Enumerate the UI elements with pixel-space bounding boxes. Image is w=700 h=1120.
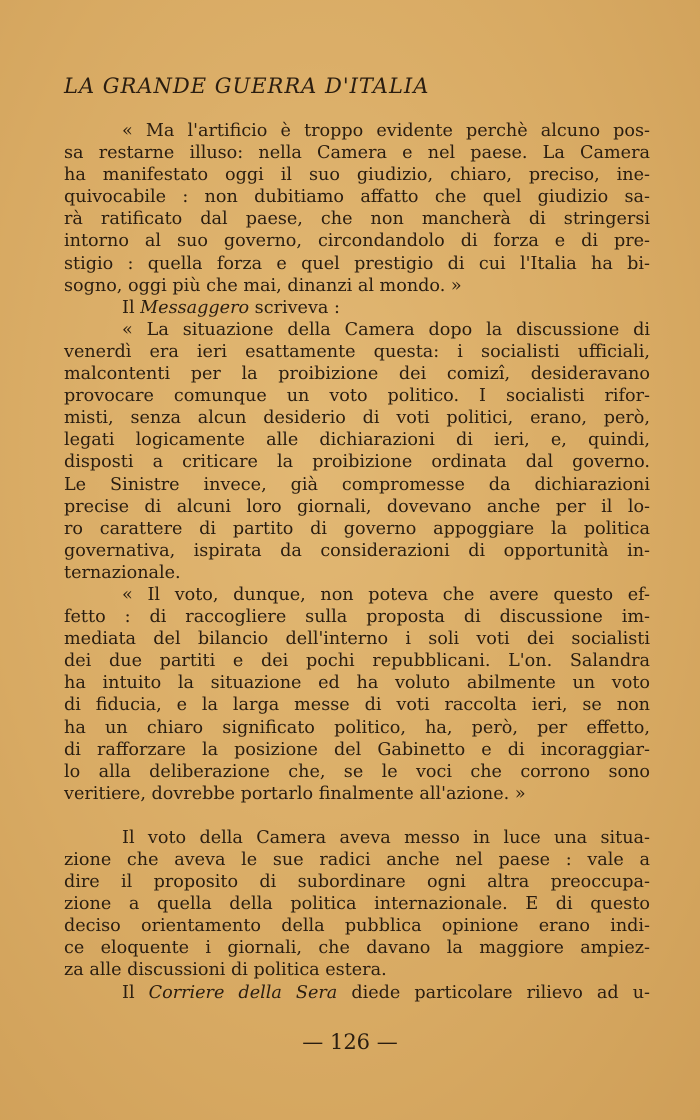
paragraph bbox=[64, 120, 650, 297]
italic-title: Messaggero bbox=[140, 297, 250, 318]
italic-title: Corriere della Sera bbox=[148, 982, 338, 1003]
text-line: disposti a criticare la proibizione ordinata dal governo. bbox=[64, 452, 650, 473]
text-line: ternazionale. bbox=[64, 562, 181, 583]
text-line: precise di alcuni loro giornali, dovevano anche per il lo- bbox=[64, 496, 650, 517]
text-line: malcontenti per la proibizione dei comizî, desideravano bbox=[64, 364, 650, 385]
text-line: mediata del bilancio dell'interno i soli voti dei socialisti bbox=[64, 629, 650, 650]
text-run: Il bbox=[122, 982, 149, 1003]
text-line: governativa, ispirata da considerazioni di opportunità in- bbox=[64, 540, 650, 561]
text-line: ro carattere di partito di governo appoggiare la politica bbox=[64, 518, 650, 539]
text-line: ce eloquente i giornali, che davano la maggiore ampiez- bbox=[64, 938, 650, 959]
page-number: — 126 — bbox=[302, 1030, 398, 1054]
text-line: quivocabile : non dubitiamo affatto che quel giudizio sa- bbox=[64, 187, 650, 208]
text-line: venerdì era ieri esattamente questa: i socialisti ufficiali, bbox=[64, 341, 650, 362]
text-line: zione che aveva le sue radici anche nel paese : vale a bbox=[64, 850, 650, 870]
text-line: dire il proposito di subordinare ogni altra preoccupa- bbox=[64, 872, 650, 893]
text-line: ha manifestato oggi il suo giudizio, chiaro, preciso, ine- bbox=[64, 165, 650, 186]
text-line: misti, senza alcun desiderio di voti politici, erano, però, bbox=[64, 408, 650, 429]
text-line: sa restarne illuso: nella Camera e nel paese. La Camera bbox=[64, 143, 650, 164]
text-line: ha intuito la situazione ed ha voluto abilmente un voto bbox=[64, 673, 650, 694]
text-line: « Il voto, dunque, non poteva che avere questo ef- bbox=[122, 584, 650, 605]
paragraph bbox=[64, 827, 650, 982]
text-line: di fiducia, e la larga messe di voti raccolta ieri, se non bbox=[64, 695, 650, 716]
text-line: za alle discussioni di politica estera. bbox=[64, 960, 387, 981]
text-line: provocare comunque un voto politico. I socialisti rifor- bbox=[64, 386, 650, 407]
text-line: fetto : di raccogliere sulla proposta di discussione im- bbox=[64, 607, 650, 628]
text-line: intorno al suo governo, circondandolo di forza e di pre- bbox=[64, 231, 650, 252]
text-line: Il voto della Camera aveva messo in luce una situa- bbox=[122, 827, 650, 848]
text-line: lo alla deliberazione che, se le voci che corrono sono bbox=[64, 761, 650, 782]
paragraph bbox=[64, 319, 650, 584]
text-line bbox=[64, 297, 650, 319]
text-line: veritiere, dovrebbe portarlo finalmente all'azione. » bbox=[64, 783, 526, 804]
page-body bbox=[64, 120, 650, 1004]
text-line: sogno, oggi più che mai, dinanzi al mondo. » bbox=[64, 275, 462, 296]
paragraph-gap bbox=[64, 805, 650, 827]
text-line: rà ratificato dal paese, che non mancherà di stringersi bbox=[64, 209, 650, 230]
text-line: ha un chiaro significato politico, ha, però, per effetto, bbox=[64, 717, 650, 738]
text-line: Le Sinistre invece, già compromesse da dichiarazioni bbox=[64, 474, 650, 495]
paragraph bbox=[64, 982, 650, 1004]
text-line: « Ma l'artificio è troppo evidente perchè alcuno pos- bbox=[122, 121, 650, 141]
text-line: deciso orientamento della pubblica opinione erano indi- bbox=[64, 916, 650, 937]
text-line: dei due partiti e dei pochi repubblicani. L'on. Salandra bbox=[64, 651, 650, 672]
text-line: stigio : quella forza e quel prestigio di cui l'Italia ha bi- bbox=[64, 253, 650, 274]
text-line: zione a quella della politica internazionale. E di questo bbox=[64, 894, 650, 915]
text-line: di rafforzare la posizione del Gabinetto e di incoraggiar- bbox=[64, 739, 650, 760]
text-line: « La situazione della Camera dopo la discussione di bbox=[122, 319, 650, 340]
paragraph bbox=[64, 297, 650, 319]
text-run: scriveva : bbox=[249, 297, 340, 318]
text-run: Il bbox=[122, 297, 141, 318]
running-head: LA GRANDE GUERRA D'ITALIA bbox=[64, 74, 430, 98]
text-run: diede particolare rilievo ad u- bbox=[337, 982, 651, 1003]
text-line: legati logicamente alle dichiarazioni di ieri, e, quindi, bbox=[64, 430, 650, 451]
text-line bbox=[64, 982, 650, 1004]
paragraph bbox=[64, 584, 650, 805]
